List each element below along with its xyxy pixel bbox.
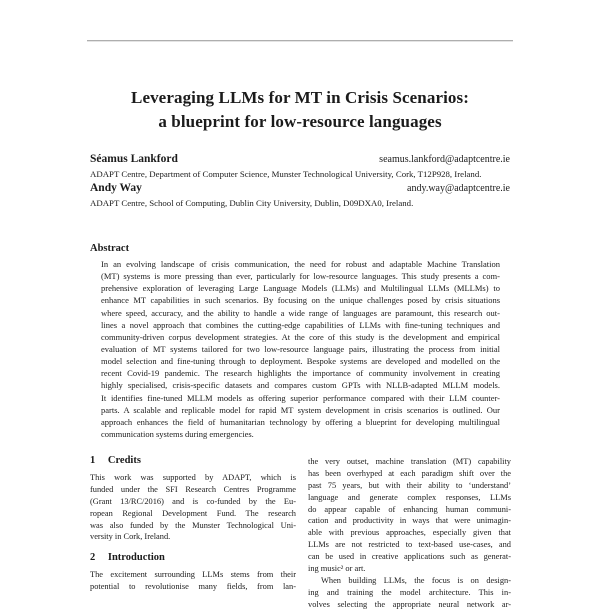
text-line: past 75 years, but with their ability to ‘understand’ — [308, 480, 511, 490]
text-line: prehensive exploration of leveraging Large Language Models (LLMs) and Multilingual LLMs (MLLMs) to — [101, 283, 500, 294]
text-line: The excitement surrounding LLMs stems from their — [90, 570, 296, 580]
text-line: ing and training the model architecture. This in- — [308, 587, 511, 597]
paragraph — [308, 575, 511, 611]
paper-title — [0, 86, 600, 134]
section-title: Introduction — [107, 552, 165, 564]
text-line: It identifies fine-tuned MLLM models as offering superior performance compared with their LLM counter- — [101, 392, 500, 403]
left-column — [90, 455, 296, 593]
section-body — [90, 472, 296, 543]
author-name: Andy Way — [90, 182, 142, 194]
text-line: versity in Cork, Ireland. — [90, 532, 171, 542]
section-heading — [90, 455, 296, 468]
right-column — [308, 456, 511, 611]
text-line: was also funded by the Munster Technological Uni- — [90, 520, 296, 530]
author-email: andy.way@adaptcentre.ie — [407, 183, 510, 194]
author-affiliation: ADAPT Centre, Department of Computer Science, Munster Technological University, Cork, T12P928, Ireland. — [90, 169, 482, 179]
text-line: ropean Regional Development Fund. The research — [90, 508, 296, 518]
section-number: 1 — [90, 455, 96, 466]
text-line: When building LLMs, the focus is on design- — [321, 575, 511, 585]
text-line: do appear capable of enhancing human communi- — [308, 504, 511, 514]
section-introduction — [90, 552, 296, 593]
author-row — [90, 182, 510, 195]
text-line: model selection and fine-tuning through to deployment. Bespoke systems are developed and modelled on the — [101, 356, 500, 367]
abstract-body — [101, 258, 500, 440]
text-line: volves selecting the appropriate neural network ar- — [308, 599, 511, 609]
text-line: In an evolving landscape of crisis communication, the need for robust and adaptable Machine Translation — [101, 259, 500, 269]
text-line: parts. A scalable and replicable model for rapid MT system development in crisis scenarios is outlined. Our — [101, 404, 500, 415]
author-email: seamus.lankford@adaptcentre.ie — [379, 154, 510, 165]
abstract-heading: Abstract — [90, 243, 130, 254]
author-name: Séamus Lankford — [90, 153, 178, 165]
section-body — [90, 569, 296, 593]
paper-title-line2: a blueprint for low-resource languages — [158, 112, 442, 131]
text-line: potential to revolutionise many fields, from lan- — [90, 582, 296, 592]
text-line: recent Covid-19 pandemic. The research highlights the importance of community involvement in creating — [101, 368, 500, 379]
text-line: enhance MT capabilities in such scenarios. By focusing on the unique challenges posed by crisis situations — [101, 295, 500, 306]
author-affiliation: ADAPT Centre, School of Computing, Dublin City University, Dublin, D09DXA0, Ireland. — [90, 198, 414, 208]
section-credits — [90, 455, 296, 543]
paper-title-line1: Leveraging LLMs for MT in Crisis Scenarios: — [131, 88, 469, 107]
text-line: the very outset, machine translation (MT) capability — [308, 457, 511, 466]
section-heading — [90, 552, 296, 565]
text-line: evaluation of MT systems tailored for two low-resource language pairs, illustrating the process from initial — [101, 343, 500, 354]
text-line: LLMs are not restricted to text-based use-cases, and — [308, 540, 511, 550]
section-number: 2 — [90, 552, 96, 564]
section-title: Credits — [107, 455, 141, 466]
text-line: approach enhances the field of humanitarian technology by offering a blueprint for developing multilingual — [101, 416, 500, 427]
paragraph — [308, 456, 511, 575]
text-line: where speed, accuracy, and the ability to handle a wide range of languages are paramount, this research out- — [101, 307, 500, 318]
text-line: cation and productivity in ways that were unimagin- — [308, 516, 511, 526]
text-line: able with previous approaches, especially given that — [308, 528, 511, 538]
text-line: lines a novel approach that combines the cutting-edge capabilities of LLMs with fine-tuning techniques and — [101, 319, 500, 330]
text-line: (MT) systems is more pressing than ever, particularly for low-resource languages. This study presents a com- — [101, 271, 500, 282]
text-line: community-driven corpus development strategies. At the core of this study is the development and empirical — [101, 331, 500, 342]
text-line: highly specialised, crisis-specific datasets and compares custom GPTs with NLLB-adapted MLLM models. — [101, 380, 500, 391]
author-row — [90, 153, 510, 166]
text-line: has been overhyped at each paradigm shift over the — [308, 468, 511, 478]
text-line: language and generate complex responses, LLMs — [308, 492, 511, 502]
text-line: can be used in creative applications such as generat- — [308, 552, 511, 562]
text-line: (Grant 13/RC/2016) and is co-funded by the Eu- — [90, 496, 296, 506]
text-line: This work was supported by ADAPT, which is — [90, 473, 296, 482]
page-top-border — [87, 40, 513, 41]
text-line: funded under the SFI Research Centres Programme — [90, 484, 296, 494]
text-line: ing music² or art. — [308, 564, 366, 574]
authors-block — [90, 153, 510, 209]
text-line: communication systems during emergencies. — [101, 428, 254, 439]
